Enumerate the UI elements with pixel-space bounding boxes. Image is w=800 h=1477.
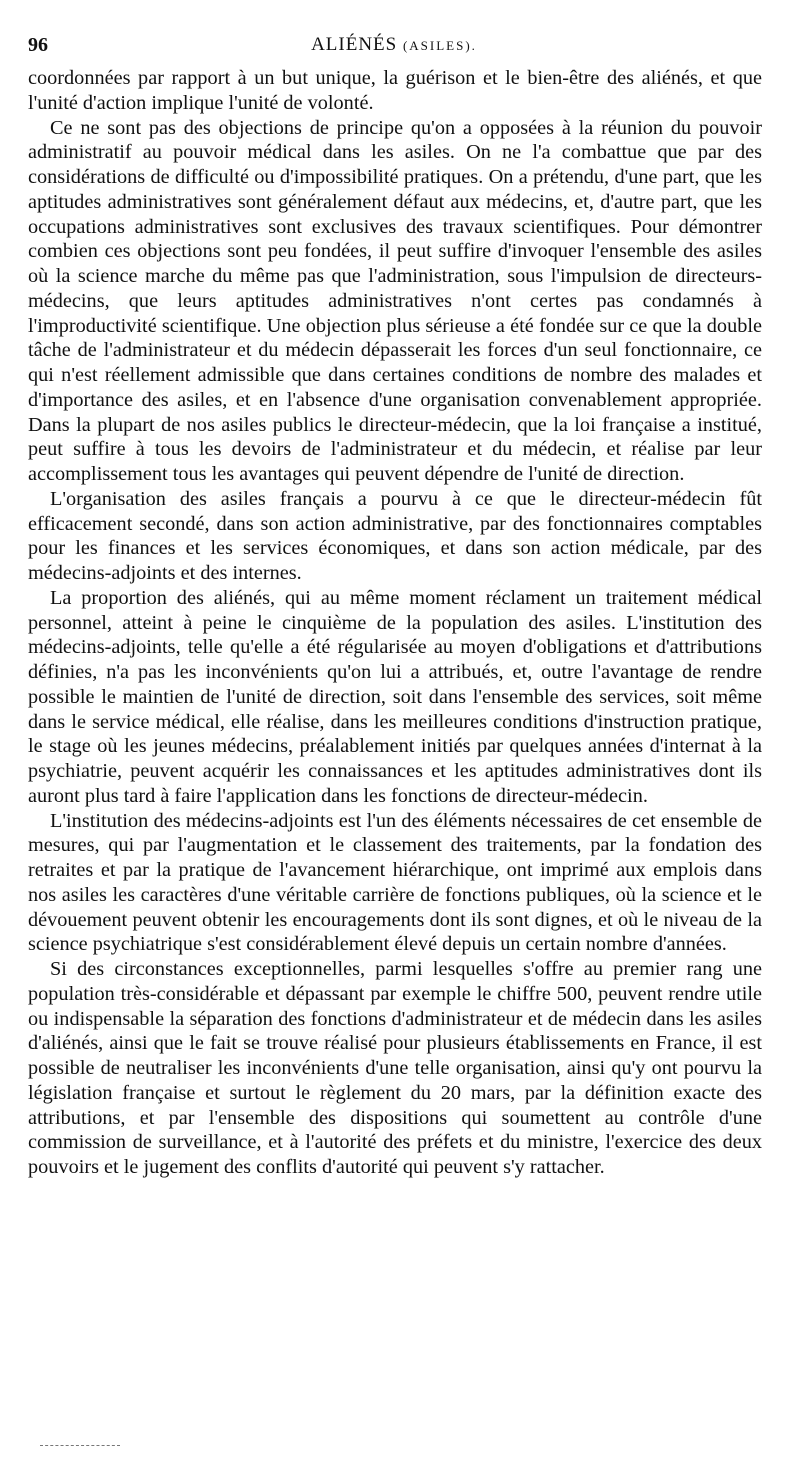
page-header [28, 34, 760, 58]
body-text [28, 66, 762, 1180]
paragraph-continued: coordonnées par rapport à un but unique, la guérison et le bien-être des aliénés, et que l'unité d'action implique l'unité de volonté. [28, 67, 762, 114]
paragraph: L'institution des médecins-adjoints est l'un des éléments nécessaires de cet ensemble de mesures, qui par l'augmentation et le classement des traitements, par la fondation des retraites et par la pratique de l'avancement hiérarchique, ont imprimé aux emplois dans nos asiles les caractères d'une véritable carrière de fonctions publiques, où la science et le dévouement peuvent obtenir les encouragements dont ils sont dignes, et où le niveau de la science psychiatrique s'est considérablement élevé depuis un certain nombre d'années. [28, 809, 762, 956]
running-head [28, 34, 760, 56]
paragraph: La proportion des aliénés, qui au même moment réclament un traitement médical personnel, atteint à peine le cinquième de la population des asiles. L'institution des médecins-adjoints, telle qu'elle a été régularisée au moyen d'obligations et d'attributions définies, n'a pas les inconvénients qu'on lui a attribués, et, outre l'avantage de rendre possible le maintien de l'unité de direction, soit dans l'ensemble des services, soit même dans le service médical, elle réalise, dans les meilleures conditions d'instruction pratique, le stage où les jeunes médecins, préalablement initiés par quelques années d'internat à la psychiatrie, peuvent acquérir les connaissances et les aptitudes administratives dont ils auront plus tard à faire l'application dans les fonctions de directeur-médecin. [28, 586, 762, 807]
paragraph: L'organisation des asiles français a pourvu à ce que le directeur-médecin fût efficacement secondé, dans son action administrative, par des fonctionnaires comptables pour les finances et les services économiques, et dans son action médicale, par des médecins-adjoints et des internes. [28, 487, 762, 584]
footer-rule [40, 1445, 120, 1446]
paragraph: Si des circonstances exceptionnelles, parmi lesquelles s'offre au premier rang une population très-considérable et dépassant par exemple le chiffre 500, peuvent rendre utile ou indispensable la séparation des fonctions d'administrateur et de médecin dans les asiles d'aliénés, ainsi que le fait se trouve réalisé pour plusieurs établissements en France, il est possible de neutraliser les inconvénients d'une telle organisation, ainsi qu'y ont pourvu la législation française et surtout le règlement du 20 mars, par la définition exacte des attributions, et par l'ensemble des dispositions qui soumettent au contrôle d'une commission de surveillance, et à l'autorité des préfets et du ministre, l'exercice des deux pouvoirs et le jugement des conflits d'autorité qui peuvent s'y rattacher. [28, 958, 762, 1178]
paragraph: Ce ne sont pas des objections de principe qu'on a opposées à la réunion du pouvoir administratif au pouvoir médical dans les asiles. On ne l'a combattue que par des considérations de difficulté ou d'impossibilité pratiques. On a prétendu, d'une part, que les aptitudes administratives sont généralement défaut aux médecins, et, d'autre part, que les occupations administratives sont exclusives des travaux scientifiques. Pour démontrer combien ces objections sont peu fondées, il peut suffire d'invoquer l'ensemble des asiles où la science marche du même pas que l'administration, sous l'impulsion de directeurs-médecins, que leurs aptitudes administratives n'ont certes pas condamnés à l'improductivité scientifique. Une objection plus sérieuse a été fondée sur ce que la double tâche de l'administrateur et du médecin dépasserait les forces d'un seul fonctionnaire, ce qui n'est réellement admissible que dans certaines conditions de nombre des malades et d'importance des asiles, et en l'absence d'une organisation convenablement appropriée. Dans la plupart de nos asiles publics le directeur-médecin, que la loi française a institué, peut suffire à tous les devoirs de l'administrateur et du médecin, et réalise par leur accomplissement tous les avantages qui peuvent dépendre de l'unité de direction. [28, 116, 762, 485]
page-number: 96 [28, 34, 48, 56]
running-head-title: ALIÉNÉS [311, 34, 398, 55]
running-head-subtitle: (ASILES). [402, 38, 477, 53]
